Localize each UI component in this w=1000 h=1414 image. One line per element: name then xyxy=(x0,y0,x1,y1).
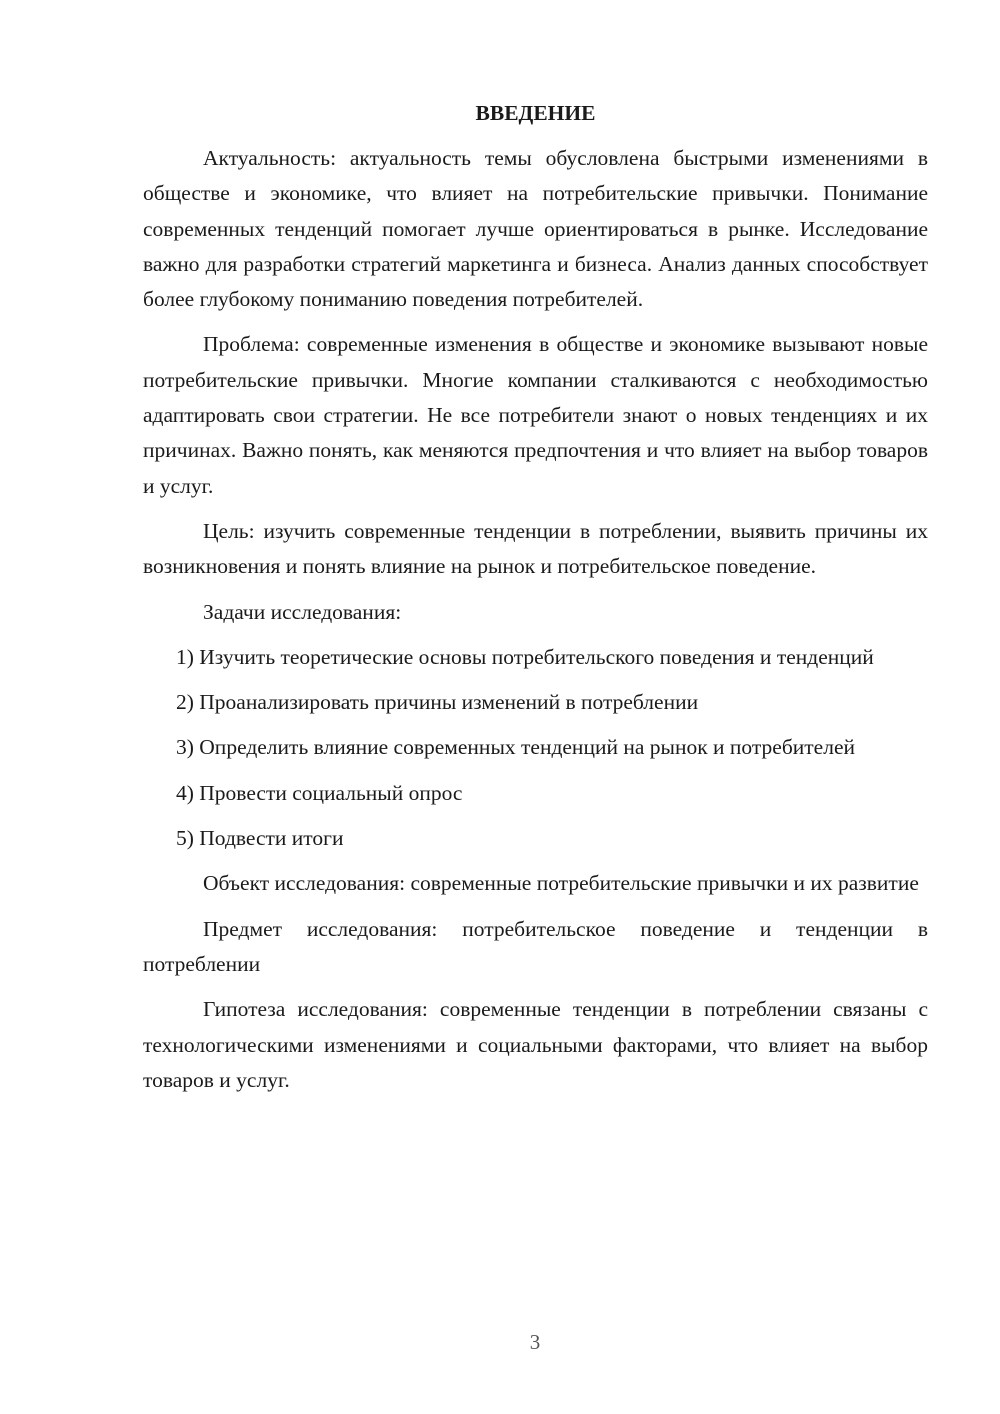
list-item: 5) Подвести итоги xyxy=(176,826,344,851)
page-content xyxy=(143,96,928,1108)
paragraph-tasks-heading: Задачи исследования: xyxy=(203,599,402,624)
paragraph-subject: Предмет исследования: потребительское поведение и тенденции в потреблении xyxy=(143,916,928,976)
paragraph-hypothesis: Гипотеза исследования: современные тенденции в потреблении связаны с технологическими изменениями и социальными факторами, что влияет на выбор товаров и услуг. xyxy=(143,997,928,1092)
paragraph-object: Объект исследования: современные потребительские привычки и их развитие xyxy=(203,871,919,896)
paragraph-goal: Цель: изучить современные тенденции в потреблении, выявить причины их возникновения и понять влияние на рынок и потребительское поведение. xyxy=(143,518,928,579)
page-number: 3 xyxy=(529,1330,541,1354)
list-item: 2) Проанализировать причины изменений в потреблении xyxy=(176,690,699,715)
section-title: ВВЕДЕНИЕ xyxy=(475,101,596,125)
paragraph-relevance: Актуальность: актуальность темы обусловлена быстрыми изменениями в обществе и экономике, что влияет на потребительские привычки. Понимание современных тенденций помогает лучше ориентироваться в рынке. Исследование важно для разработки стратегий маркетинга и бизнеса. Анализ данных способствует более глубокому пониманию поведения потребителей. xyxy=(143,146,928,312)
paragraph-problem: Проблема: современные изменения в обществе и экономике вызывают новые потребительские привычки. Многие компании сталкиваются с необходимостью адаптировать свои стратегии. Не все потребители знают о новых тенденциях и их причинах. Важно понять, как меняются предпочтения и что влияет на выбор товаров и услуг. xyxy=(143,332,928,498)
task-list xyxy=(143,640,928,856)
list-item: 4) Провести социальный опрос xyxy=(176,780,463,805)
list-item: 3) Определить влияние современных тенденций на рынок и потребителей xyxy=(176,735,855,760)
list-item: 1) Изучить теоретические основы потребительского поведения и тенденций xyxy=(176,644,874,669)
